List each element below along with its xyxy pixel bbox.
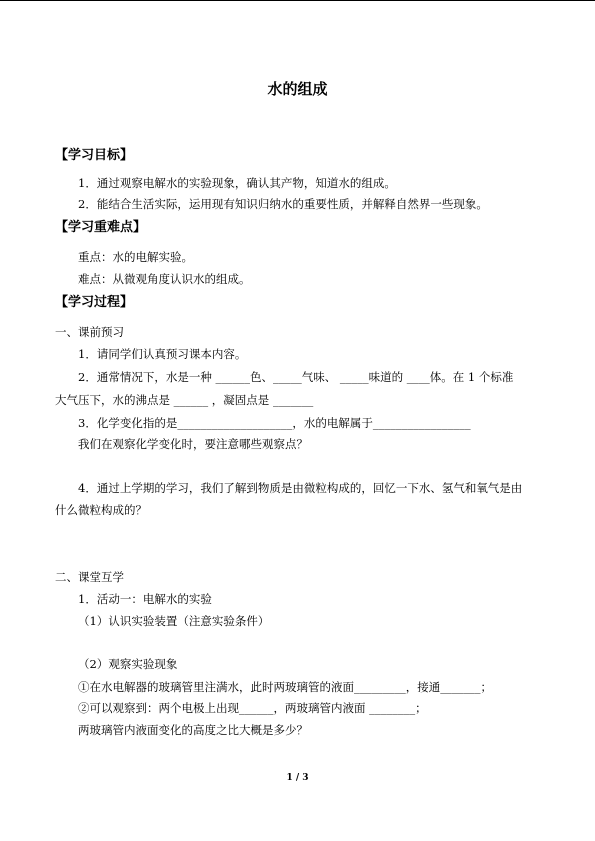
- part2-activity-1: 1．活动一：电解水的实验: [78, 592, 212, 606]
- part2-title: 二、课堂互学: [55, 570, 124, 584]
- part1-item-2-cont: 大气压下，水的沸点是 ______ ，凝固点是 _______: [55, 393, 314, 407]
- top-rule: [0, 0, 595, 1]
- key-points-heading: 【学习重难点】: [55, 220, 147, 235]
- goal-item-2: 2．能结合生活实际，运用现有知识归纳水的重要性质，并解释自然界一些现象。: [78, 197, 488, 211]
- part2-step-1: （1）认识实验装置（注意实验条件）: [78, 614, 270, 628]
- difficult-point: 难点：从微观角度认识水的组成。: [78, 272, 251, 286]
- part2-observation-1: ①在水电解器的玻璃管里注满水，此时两玻璃管的液面_________，接通_______；: [78, 680, 492, 694]
- part1-item-3-question: 我们在观察化学变化时，要注意哪些观察点？: [78, 437, 308, 451]
- page-number: 1 / 3: [286, 773, 309, 783]
- part1-item-4: 4．通过上学期的学习，我们了解到物质是由微粒构成的，回忆一下水、氢气和氧气是由: [78, 481, 523, 495]
- process-heading: 【学习过程】: [55, 295, 134, 310]
- part1-item-2: 2．通常情况下，水是一种 ______色、_____气味、 _____味道的 ____体。在 1 个标准: [78, 370, 514, 384]
- key-point: 重点：水的电解实验。: [78, 250, 193, 264]
- part1-item-4-cont: 什么微粒构成的？: [55, 503, 147, 517]
- page-title: 水的组成: [267, 80, 328, 98]
- goal-item-1: 1．通过观察电解水的实验现象，确认其产物，知道水的组成。: [78, 176, 396, 190]
- part1-item-3: 3．化学变化指的是____________________，水的电解属于_________________: [78, 416, 471, 430]
- part1-item-1: 1．请同学们认真预习课本内容。: [78, 347, 247, 361]
- part2-step-2: （2）观察实验现象: [78, 657, 178, 671]
- part2-question: 两玻璃管内液面变化的高度之比大概是多少？: [78, 723, 308, 737]
- part2-observation-2: ②可以观察到：两个电极上出现______，两玻璃管内液面 ________；: [78, 701, 427, 715]
- part1-title: 一、课前预习: [55, 325, 124, 339]
- goals-heading: 【学习目标】: [55, 148, 134, 163]
